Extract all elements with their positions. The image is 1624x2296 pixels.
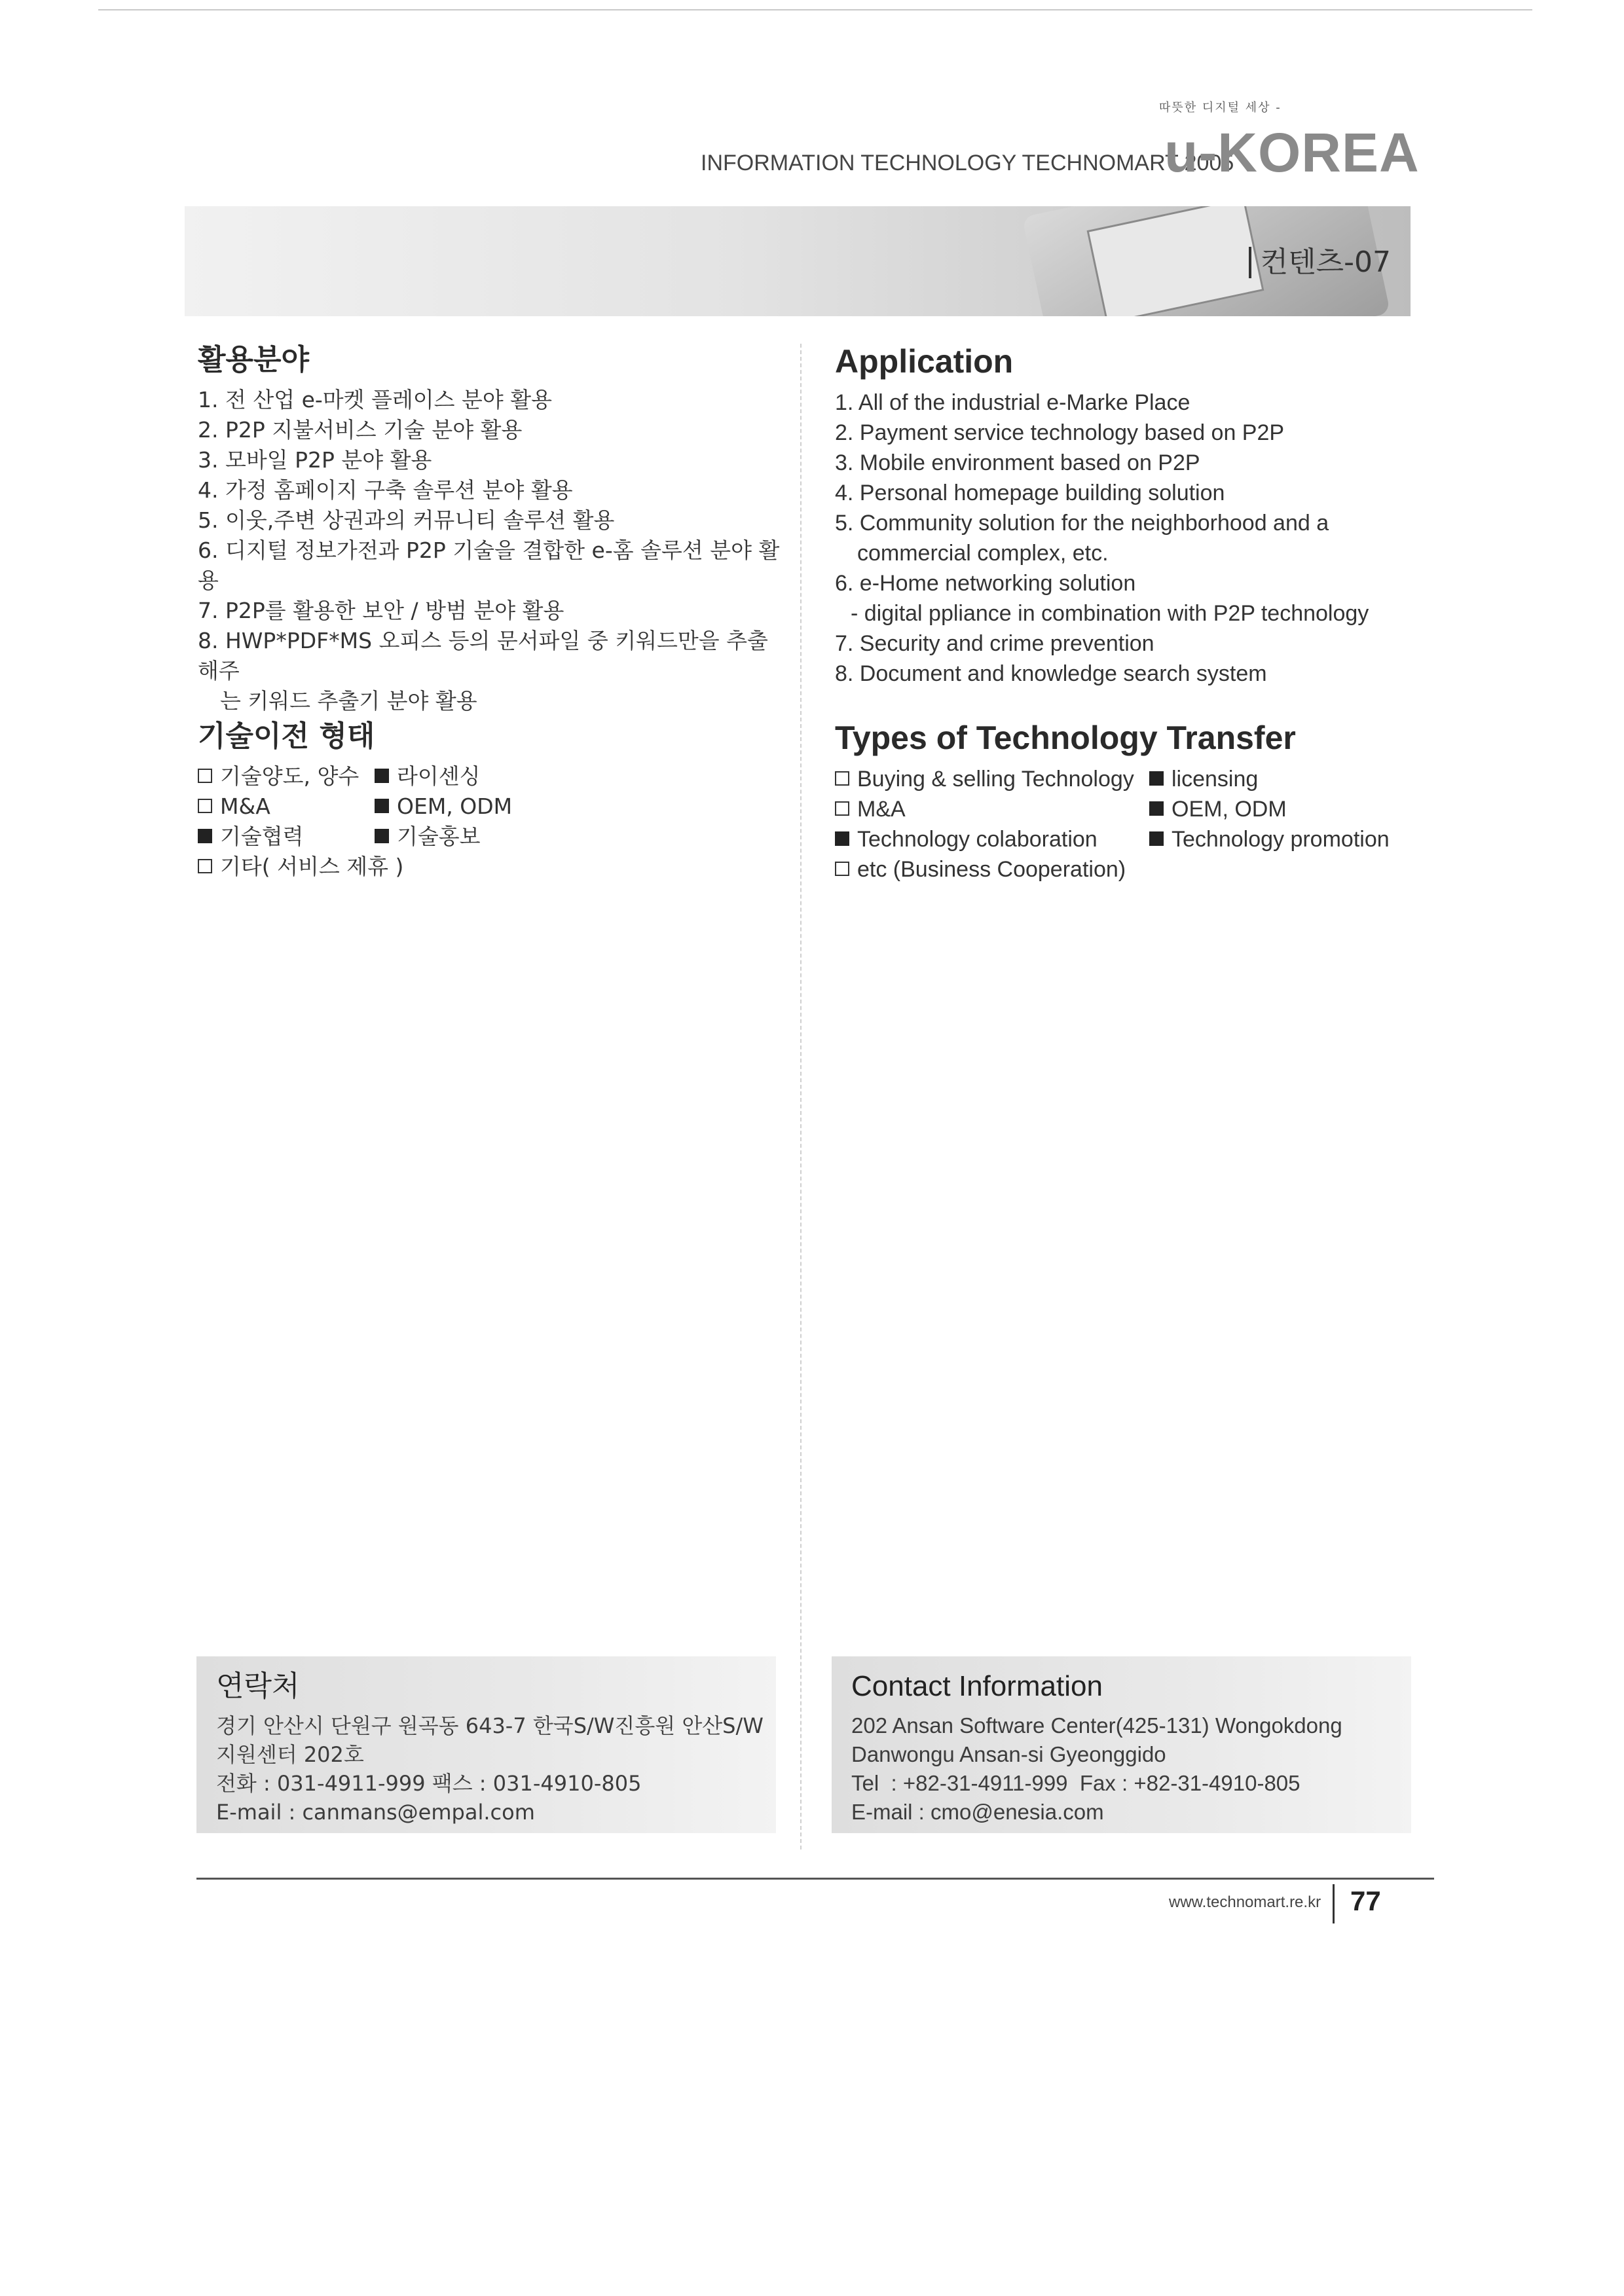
contact-address-line: 202 Ansan Software Center(425-131) Wongokdong [851, 1713, 1342, 1738]
event-title: INFORMATION TECHNOLOGY TECHNOMART 2005 [701, 151, 1234, 175]
empty-square-icon [198, 769, 212, 783]
list-item: 7. Security and crime prevention [835, 631, 1154, 656]
list-item: 2. Payment service technology based on P2P [835, 420, 1285, 445]
transfer-section-en [835, 717, 1437, 884]
transfer-item: licensing [1149, 764, 1424, 794]
list-item: 4. 가정 홈페이지 구축 솔루션 분야 활용 [198, 477, 573, 503]
list-item: 6. e-Home networking solution [835, 571, 1136, 596]
list-item: 1. All of the industrial e-Marke Place [835, 390, 1190, 415]
list-item: 7. P2P를 활용한 보안 / 방범 분야 활용 [198, 598, 564, 623]
contact-phone-line: Tel : +82-31-4911-999 Fax : +82-31-4910-805 [851, 1771, 1301, 1795]
transfer-title-en: Types of Technology Transfer [835, 720, 1296, 756]
list-item: 8. HWP*PDF*MS 오피스 등의 문서파일 중 키워드만을 추출해주 [198, 628, 768, 683]
contact-phone-line: 전화 : 031-4911-999 팩스 : 031-4910-805 [216, 1771, 642, 1796]
transfer-item: 기술양도, 양수 [198, 761, 375, 792]
list-item: 5. Community solution for the neighborhood and a [835, 511, 1329, 536]
list-item: 는 키워드 추출기 분야 활용 [220, 688, 477, 714]
filled-square-icon [1149, 831, 1164, 846]
contact-email-link[interactable]: E-mail : canmans@empal.com [216, 1800, 535, 1825]
contact-title-ko: 연락처 [216, 1669, 300, 1703]
list-item: commercial complex, etc. [857, 541, 1109, 566]
transfer-item: M&A [835, 794, 1149, 824]
filled-square-icon [835, 831, 849, 846]
empty-square-icon [835, 801, 849, 816]
transfer-list-en [835, 764, 1437, 884]
application-title-ko: 활용분야 [198, 343, 310, 376]
filled-square-icon [375, 829, 389, 843]
contact-address-line: 지원센터 202호 [216, 1742, 364, 1767]
application-list-en [835, 388, 1437, 689]
header-tagline: 따뜻한 디지털 세상 - [1159, 101, 1282, 115]
footer-url-link[interactable]: www.technomart.re.kr [1169, 1893, 1321, 1911]
list-item: 1. 전 산업 e-마켓 플레이스 분야 활용 [198, 387, 553, 412]
empty-square-icon [198, 859, 212, 873]
list-item: 4. Personal homepage building solution [835, 481, 1225, 505]
transfer-item: etc (Business Cooperation) [835, 854, 1149, 884]
transfer-list-ko [198, 761, 787, 882]
contact-box-en [832, 1656, 1411, 1833]
transfer-item: 기술협력 [198, 822, 375, 852]
application-title-en: Application [835, 343, 1014, 380]
application-section-ko [198, 340, 787, 716]
list-item: 2. P2P 지불서비스 기술 분야 활용 [198, 417, 523, 443]
filled-square-icon [1149, 771, 1164, 786]
contact-address-line: 경기 안산시 단원구 원곡동 643-7 한국S/W진흥원 안산S/W [216, 1713, 764, 1738]
page-number: 77 [1350, 1886, 1381, 1916]
transfer-item: 라이센싱 [375, 761, 610, 792]
transfer-section-ko [198, 717, 787, 882]
filled-square-icon [198, 829, 212, 843]
filled-square-icon [375, 769, 389, 783]
transfer-title-ko: 기술이전 형태 [198, 720, 375, 753]
list-item: 3. 모바일 P2P 분야 활용 [198, 447, 432, 473]
list-item: 6. 디지털 정보가전과 P2P 기술을 결합한 e-홈 솔루션 분야 활용 [198, 538, 780, 593]
contact-title-en: Contact Information [851, 1670, 1103, 1702]
transfer-item: 기술홍보 [375, 822, 610, 852]
application-list-ko [198, 385, 787, 716]
section-banner [185, 206, 1411, 316]
contact-box-ko [196, 1656, 776, 1833]
transfer-item: Buying & selling Technology [835, 764, 1149, 794]
footer-separator [1333, 1884, 1335, 1923]
filled-square-icon [375, 799, 389, 813]
top-rule [98, 9, 1532, 10]
transfer-item: OEM, ODM [375, 792, 610, 822]
empty-square-icon [835, 771, 849, 786]
transfer-item: Technology colaboration [835, 824, 1149, 854]
empty-square-icon [835, 862, 849, 876]
list-item: 3. Mobile environment based on P2P [835, 450, 1200, 475]
list-item: 8. Document and knowledge search system [835, 661, 1267, 686]
filled-square-icon [1149, 801, 1164, 816]
transfer-item: Technology promotion [1149, 824, 1424, 854]
transfer-item: OEM, ODM [1149, 794, 1424, 824]
contact-address-line: Danwongu Ansan-si Gyeonggido [851, 1742, 1166, 1766]
empty-square-icon [198, 799, 212, 813]
section-label: 컨텐츠-07 [1249, 247, 1391, 278]
list-item: 5. 이웃,주변 상권과의 커뮤니티 솔루션 활용 [198, 507, 615, 533]
footer-rule [196, 1878, 1434, 1880]
list-item: - digital ppliance in combination with P2P technology [851, 601, 1369, 626]
brand-logo: u-KOREA [1164, 122, 1420, 183]
column-divider [800, 344, 802, 1850]
application-section-en [835, 340, 1437, 689]
transfer-item: M&A [198, 792, 375, 822]
transfer-item: 기타( 서비스 제휴 ) [198, 852, 375, 882]
contact-email-link[interactable]: E-mail : cmo@enesia.com [851, 1800, 1104, 1824]
